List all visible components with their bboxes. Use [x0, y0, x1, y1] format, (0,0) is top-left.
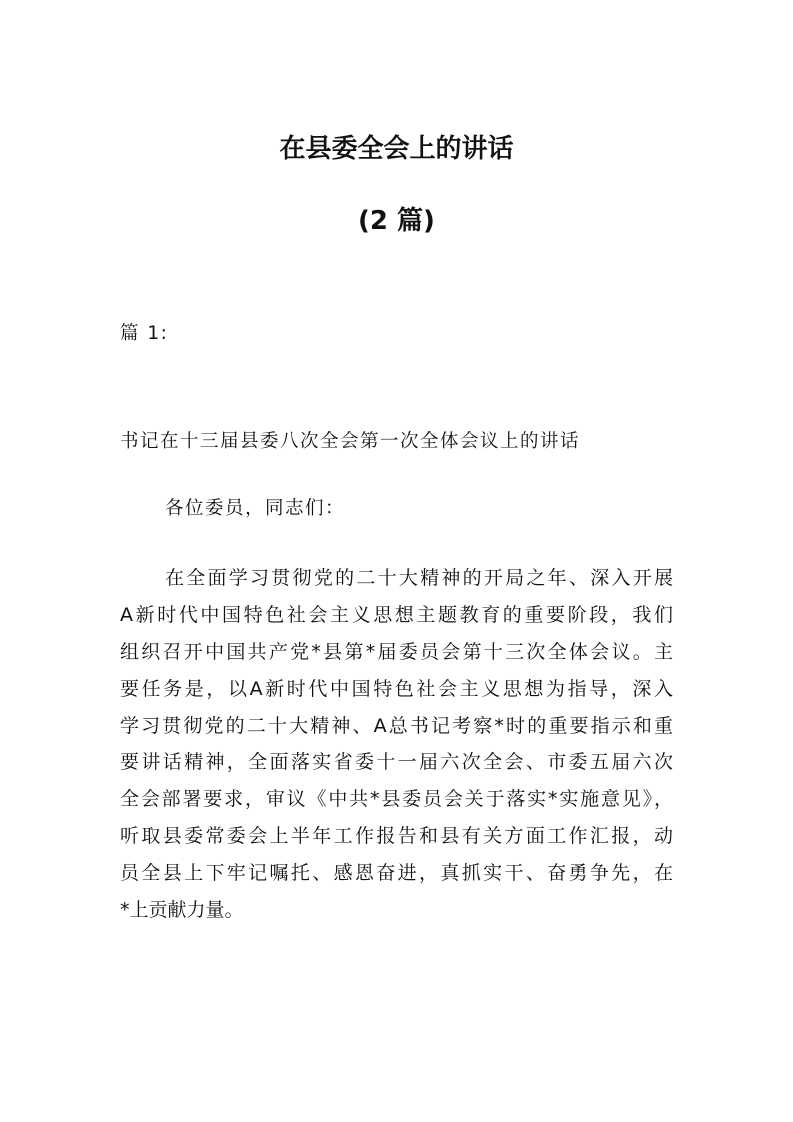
paragraph-line: 在全面学习贯彻党的二十大精神的开局之年、深入开展	[165, 567, 673, 589]
paragraph-line: 组织召开中国共产党*县第*届委员会第十三次全体会议。主	[120, 641, 673, 663]
paragraph-line: A新时代中国特色社会主义思想主题教育的重要阶段，我们	[120, 604, 673, 626]
speech-title: 书记在十三届县委八次全会第一次全体会议上的讲话	[120, 431, 581, 452]
paragraph-line: *上贡献力量。	[120, 899, 244, 921]
document-title: 在县委全会上的讲话	[279, 134, 514, 164]
section-label: 篇 1:	[120, 323, 169, 344]
paragraph-line: 要讲话精神，全面落实省委十一届六次全会、市委五届六次	[120, 751, 673, 773]
greeting: 各位委员，同志们：	[165, 498, 346, 519]
paragraph-line: 学习贯彻党的二十大精神、A总书记考察*时的重要指示和重	[120, 715, 673, 737]
paragraph-line: 要任务是，以A新时代中国特色社会主义思想为指导，深入	[120, 678, 673, 700]
document-subtitle: (2 篇)	[358, 206, 435, 236]
paragraph-line: 员全县上下牢记嘱托、感恩奋进，真抓实干、奋勇争先，在	[120, 862, 673, 884]
paragraph-line: 全会部署要求，审议《中共*县委员会关于落实*实施意见》，	[120, 788, 673, 810]
paragraph-line: 听取县委常委会上半年工作报告和县有关方面工作汇报，动	[120, 825, 673, 847]
